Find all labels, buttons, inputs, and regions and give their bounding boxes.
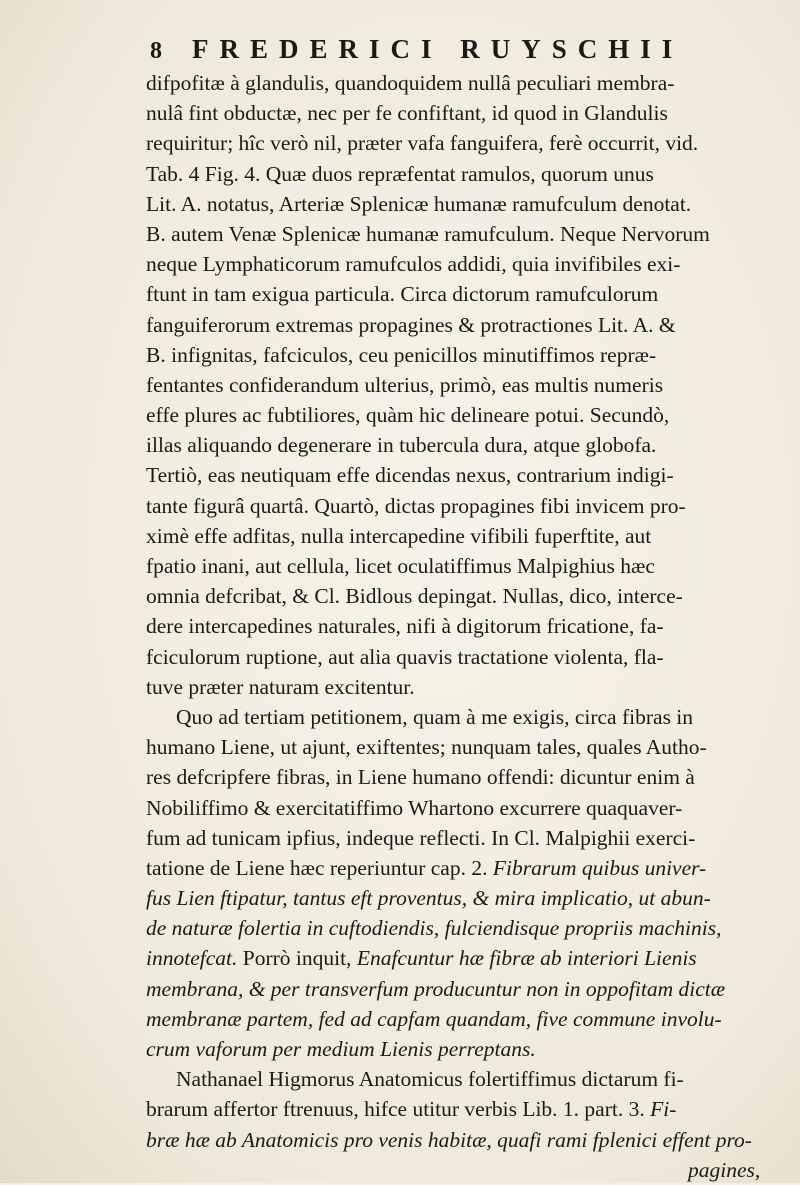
text-line: [146, 219, 760, 249]
text-run: ximè effe adfitas, nulla intercapedine vifibili fuperftite, aut: [146, 523, 652, 548]
text-run: fciculorum ruptione, aut alia quavis tractatione violenta, fla-: [146, 644, 664, 669]
text-line: [146, 1004, 760, 1034]
text-run: Nobiliffimo & exercitatiffimo Whartono excurrere quaquaver-: [146, 795, 683, 820]
text-line: [146, 823, 760, 853]
text-line: [146, 340, 760, 370]
text-line: [146, 159, 760, 189]
text-line: [146, 310, 760, 340]
italic-quote: crum vaforum per medium Lienis perreptans.: [146, 1037, 536, 1061]
text-line: [146, 611, 760, 641]
italic-quote: de naturæ folertia in cuftodiendis, fulciendisque propriis machinis,: [146, 916, 722, 941]
text-run: effe plures ac fubtiliores, quàm hic delineare potui. Secundò,: [146, 403, 670, 428]
text-run: fum ad tunicam ipfius, indeque reflecti. In Cl. Malpighii exerci-: [146, 825, 696, 850]
text-line: [146, 430, 760, 460]
text-run: B. autem Venæ Splenicæ humanæ ramufculum. Neque Nervorum: [146, 221, 710, 246]
text-line: [146, 1064, 760, 1094]
text-line: [146, 279, 760, 309]
italic-quote: fus Lien ftipatur, tantus eft proventus, & mira implicatio, ut abun-: [146, 886, 711, 911]
text-run: neque Lymphaticorum ramufculos addidi, quia invifibiles exi-: [146, 252, 681, 277]
body-text: [146, 68, 760, 1185]
running-head: FREDERICI RUYSCHII: [192, 34, 684, 64]
text-line: [146, 491, 760, 521]
text-run: fanguiferorum extremas propagines & protractiones Lit. A. &: [146, 312, 676, 337]
text-run: tatione de Liene hæc reperiuntur cap. 2.: [146, 855, 493, 880]
text-run: Porrò inquit,: [237, 946, 357, 971]
text-line: [146, 853, 760, 883]
text-line: [146, 732, 760, 762]
text-line: [146, 1125, 760, 1155]
text-line: [146, 68, 760, 98]
text-run: B. infignitas, fafciculos, ceu penicillos minutiffimos repræ-: [146, 342, 657, 367]
text-run: requiritur; hîc verò nil, præter vafa fanguifera, ferè occurrit, vid.: [146, 131, 699, 156]
italic-quote: Fi-: [650, 1097, 677, 1122]
italic-quote: Fibrarum quibus univer-: [492, 855, 707, 880]
text-line: [146, 189, 760, 219]
text-line: [146, 913, 760, 943]
text-line: [146, 762, 760, 792]
text-line: [146, 793, 760, 823]
text-run: Lit. A. notatus, Arteriæ Splenicæ humanæ ramufculum denotat.: [146, 191, 692, 216]
text-line: [146, 943, 760, 973]
text-run: Tab. 4 Fig. 4. Quæ duos repræfentat ramulos, quorum unus: [146, 161, 654, 186]
text-run: fpatio inani, aut cellula, licet oculatiffimus Malpighius hæc: [146, 554, 655, 578]
italic-quote: Enafcuntur hæ fibræ ab interiori Lienis: [356, 946, 697, 971]
text-line: [146, 400, 760, 430]
text-line: [146, 974, 760, 1004]
page-header: [150, 34, 683, 70]
text-line: [146, 642, 760, 672]
text-line: [146, 460, 760, 490]
text-run: ftunt in tam exigua particula. Circa dictorum ramufculorum: [146, 282, 659, 307]
text-run: omnia defcribat, & Cl. Bidlous depingat. Nullas, dico, interce-: [146, 584, 683, 609]
text-run: Tertiò, eas neutiquam effe dicendas nexus, contrarium indigi-: [146, 463, 674, 488]
text-line: [146, 1034, 760, 1064]
text-run: dere intercapedines naturales, nifi à digitorum fricatione, fa-: [146, 614, 664, 639]
text-line: [146, 521, 760, 551]
text-run: fentantes confiderandum ulterius, primò, eas multis numeris: [146, 372, 664, 397]
page-number: 8: [150, 38, 162, 64]
text-run: Nathanael Higmorus Anatomicus folertiffimus dictarum fi-: [176, 1067, 684, 1092]
text-run: brarum affertor ftrenuus, hifce utitur verbis Lib. 1. part. 3.: [146, 1097, 651, 1122]
text-run: humano Liene, ut ajunt, exiftentes; nunquam tales, quales Autho-: [146, 735, 707, 760]
text-run: nulâ fint obductæ, nec per fe confiftant, id quod in Glandulis: [146, 101, 668, 126]
italic-quote: membrana, & per transverfum producuntur non in oppofitam dictæ: [146, 976, 726, 1001]
text-line: [146, 551, 760, 581]
text-run: res defcripfere fibras, in Liene humano offendi: dicuntur enim à: [146, 765, 695, 790]
catchword: pagines,: [688, 1157, 761, 1182]
italic-quote: bræ hæ ab Anatomicis pro venis habitæ, quafi rami fplenici effent pro-: [146, 1127, 752, 1152]
italic-quote: membranæ partem, fed ad capfam quandam, five commune involu-: [146, 1006, 722, 1031]
text-line: [146, 98, 760, 128]
text-run: Quo ad tertiam petitionem, quam à me exigis, circa fibras in: [176, 704, 694, 729]
text-line: [146, 883, 760, 913]
text-run: tuve præter naturam excitentur.: [146, 674, 415, 699]
text-run: difpofitæ à glandulis, quandoquidem nullâ peculiari membra-: [146, 71, 675, 95]
text-line: [146, 702, 760, 732]
text-run: tante figurâ quartâ. Quartò, dictas propagines fibi invicem pro-: [146, 493, 686, 518]
text-line: [146, 249, 760, 279]
text-line: [146, 672, 760, 702]
text-line: [146, 581, 760, 611]
text-line: [146, 370, 760, 400]
text-line: [146, 1094, 760, 1124]
text-run: illas aliquando degenerare in tubercula dura, atque globofa.: [146, 433, 657, 458]
text-line: [146, 128, 760, 158]
italic-quote: innotefcat.: [146, 946, 238, 971]
